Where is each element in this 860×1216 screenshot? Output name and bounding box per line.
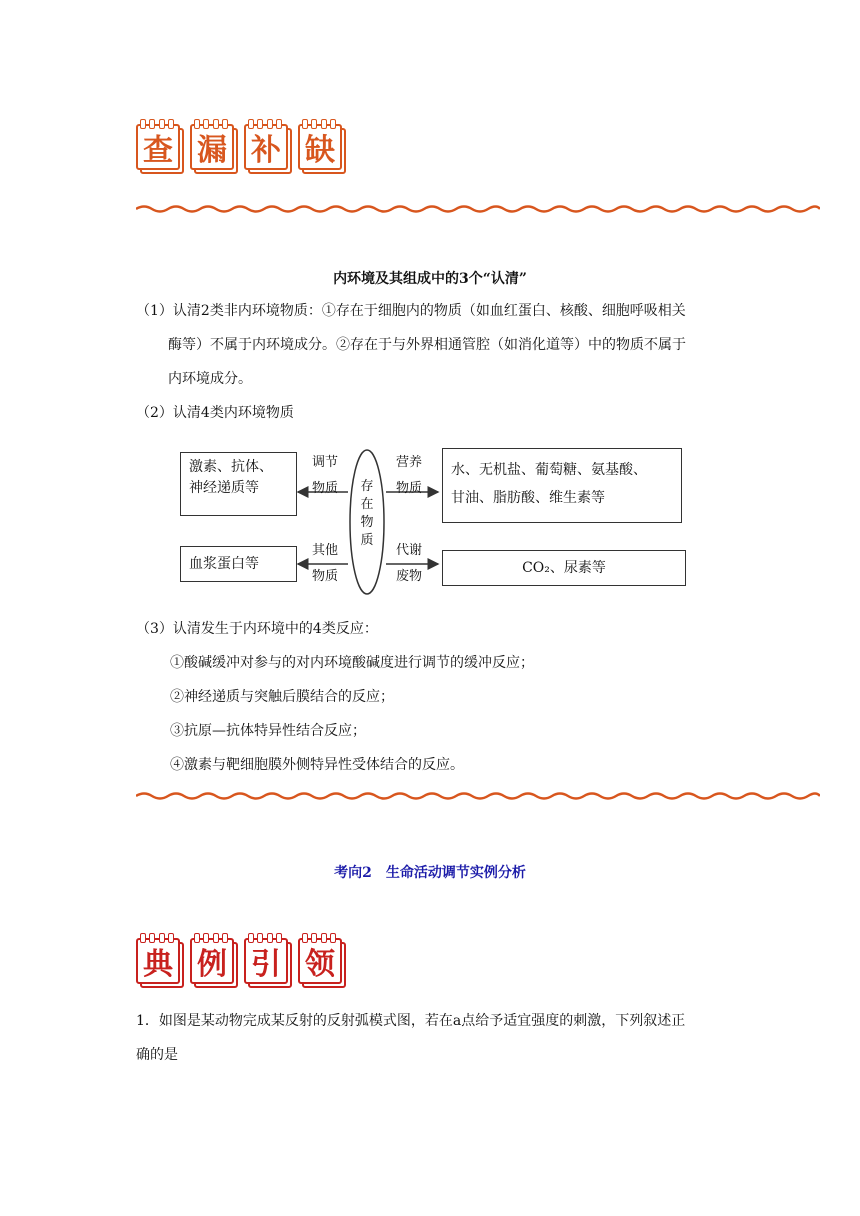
point-1-line-2: 酶等）不属于内环境成分。②存在于与外界相通管腔（如消化道等）中的物质不属于 — [168, 337, 686, 353]
label-other: 其他 物质 — [311, 543, 338, 584]
reaction-item: ②神经递质与突触后膜结合的反应； — [170, 689, 394, 705]
reaction-item: ④激素与靶细胞膜外侧特异性受体结合的反应。 — [170, 757, 464, 773]
stamp-char: 典 — [136, 938, 178, 982]
question-line-1: 1．如图是某动物完成某反射的反射弧模式图，若在a点给予适宜强度的刺激，下列叙述正 — [136, 1013, 686, 1029]
wavy-divider — [136, 790, 820, 802]
box-plasma-protein: 血浆蛋白等 — [180, 546, 297, 582]
point-2: （2）认清4类内环境物质 — [136, 405, 294, 421]
section-heading: 内环境及其组成中的3个“认清” — [333, 271, 527, 287]
reaction-item: ③抗原—抗体特异性结合反应； — [170, 723, 366, 739]
question-line-2: 确的是 — [136, 1047, 178, 1063]
inner-environment-diagram — [180, 448, 690, 596]
box-nutrients: 水、无机盐、葡萄糖、氨基酸、 甘油、脂肪酸、维生素等 — [442, 448, 682, 523]
label-regulate: 调节 物质 — [311, 455, 338, 496]
stamp-char: 例 — [190, 938, 232, 982]
stamp-char: 漏 — [190, 124, 232, 168]
label-nutrient: 营养 物质 — [395, 455, 422, 496]
point-3: （3）认清发生于内环境中的4类反应： — [136, 621, 378, 637]
point-1-line-1: （1）认清2类非内环境物质：①存在于细胞内的物质（如血红蛋白、核酸、细胞呼吸相关 — [136, 303, 686, 319]
center-existing-substance: 存 在 物 质 — [360, 479, 374, 548]
stamp-title-check-gaps — [136, 124, 340, 168]
box-hormone-antibody: 激素、抗体、 神经递质等 — [180, 452, 297, 516]
point-1-line-3: 内环境成分。 — [168, 371, 252, 387]
topic-heading: 考向2 生命活动调节实例分析 — [334, 865, 526, 881]
stamp-title-typical-examples — [136, 938, 340, 982]
stamp-char: 引 — [244, 938, 286, 982]
stamp-char: 查 — [136, 124, 178, 168]
box-co2-urea: CO₂、尿素等 — [442, 550, 686, 586]
label-metabolic-waste: 代谢 废物 — [395, 543, 422, 584]
stamp-char: 补 — [244, 124, 286, 168]
reaction-item: ①酸碱缓冲对参与的对内环境酸碱度进行调节的缓冲反应； — [170, 655, 534, 671]
wavy-divider — [136, 203, 820, 215]
stamp-char: 缺 — [298, 124, 340, 168]
stamp-char: 领 — [298, 938, 340, 982]
